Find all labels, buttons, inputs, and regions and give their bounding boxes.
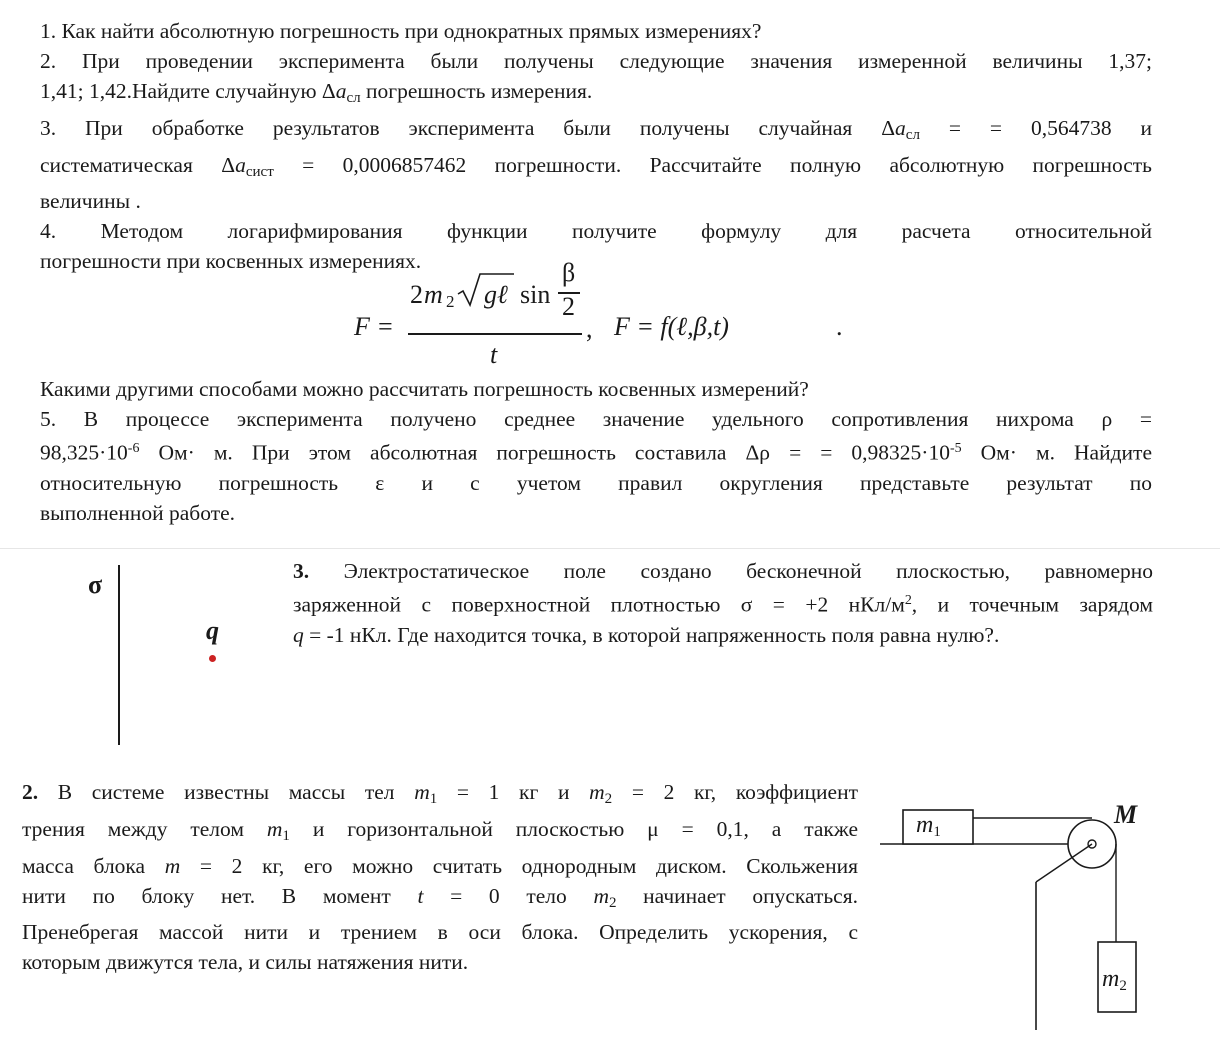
formula-lhs: F = <box>354 312 394 341</box>
problem-3 <box>293 556 1153 650</box>
problem-2-line-3: масса блока m = 2 кг, его можно считать однородным диском. Скольжения <box>22 853 859 878</box>
problem-2-line-1: 2. В системе известны массы тел $m_1 = 1$ кг и $m_2 = 2$ кг, коэффициент <box>22 780 858 807</box>
questions-block <box>40 16 1152 276</box>
problem-2-line-4: нити по блоку нет. В момент t = 0 тело $m_2$ начинает опускаться. <box>22 883 858 911</box>
formula <box>350 258 870 372</box>
formula-sin: sin <box>520 280 551 309</box>
question-4-line-1: 4. Методом логарифмирования функции получите формулу для расчета относительной <box>40 219 1152 244</box>
problem-3-line-2: заряженной с поверхностной плотностью σ = +2 нКл/$м^2$, и точечным зарядом <box>293 592 1153 617</box>
formula-rhs: F = f(ℓ,β,t) <box>614 312 729 341</box>
question-2-line-1: 2. При проведении эксперимента были получены следующие значения измеренной величины 1,37; <box>40 49 1152 73</box>
question-1: 1. Как найти абсолютную погрешность при однократных прямых измерениях? <box>40 19 762 43</box>
m1-label: m1 <box>916 812 941 840</box>
formula-frac-top: β <box>562 258 576 287</box>
sigma-label: σ <box>88 570 103 599</box>
question-5-line-1: 5. В процессе эксперимента получено среднее значение удельного сопротивления нихрома ρ = <box>40 407 1152 431</box>
question-4-line-3: Какими другими способами можно рассчитать погрешность косвенных измерений? <box>40 377 809 401</box>
formula-numerator-m-sub: 2 <box>446 292 455 311</box>
formula-main-fraction-bar <box>408 333 582 335</box>
formula-comma: , <box>586 314 593 343</box>
questions-block-continued <box>40 374 1152 528</box>
charge-q-label: q <box>206 616 219 645</box>
m2-label: m2 <box>1102 966 1127 994</box>
problem-2 <box>22 777 858 977</box>
formula-frac-bottom: 2 <box>562 292 575 321</box>
formula-dot: . <box>836 312 843 341</box>
problem-2-line-5: Пренебрегая массой нити и трением в оси блока. Определить ускорения, с <box>22 920 858 945</box>
question-3-line-3: величины . <box>40 189 141 214</box>
formula-numerator-coef: 2 <box>410 280 423 309</box>
problem-3-line-3: q = -1 нКл. Где находится точка, в которой напряженность поля равна нулю?. <box>293 622 1000 647</box>
problem-3-line-1: 3. Электростатическое поле создано бесконечной плоскостью, равномерно <box>293 559 1153 583</box>
question-4-line-2: погрешности при косвенных измерениях. <box>40 249 422 274</box>
problem-2-line-6: которым движутся тела, и силы натяжения нити. <box>22 950 469 975</box>
question-5-line-3: относительную погрешность ε и с учетом правил округления представьте результат по <box>40 470 1152 495</box>
section-divider <box>0 548 1220 549</box>
charged-plane-line <box>118 565 120 745</box>
question-2-line-2: 1,41; 1,42.Найдите случайную $\Delta a_{сл}$ погрешность измерения. <box>40 79 593 106</box>
problem-2-line-2: трения между телом $m_1$ и горизонтальной плоскостью μ = 0,1, а также <box>22 816 858 844</box>
question-3-line-1: 3. При обработке результатов эксперимента были получены случайная $\Delta a_{сл}$ = = 0,564738 и <box>40 115 1152 143</box>
formula-numerator-m: m <box>424 280 443 309</box>
question-5-line-4: выполненной работе. <box>40 500 236 525</box>
pulley-M-label: M <box>1114 800 1138 829</box>
formula-sqrt-arg: gℓ <box>484 280 508 309</box>
question-5-line-2: $98,325\cdot 10^{-6}$ Ом· м. При этом абсолютная погрешность составила Δρ = = $0,98325\cdot 10^{-5}$ Ом· м. Найдите <box>40 440 1152 465</box>
formula-denominator: t <box>490 340 498 369</box>
point-charge-dot <box>209 655 216 662</box>
question-3-line-2: систематическая $\Delta a_{сист} = 0,0006857462$ погрешности. Рассчитайте полную абсолютную погрешность <box>40 152 1152 180</box>
